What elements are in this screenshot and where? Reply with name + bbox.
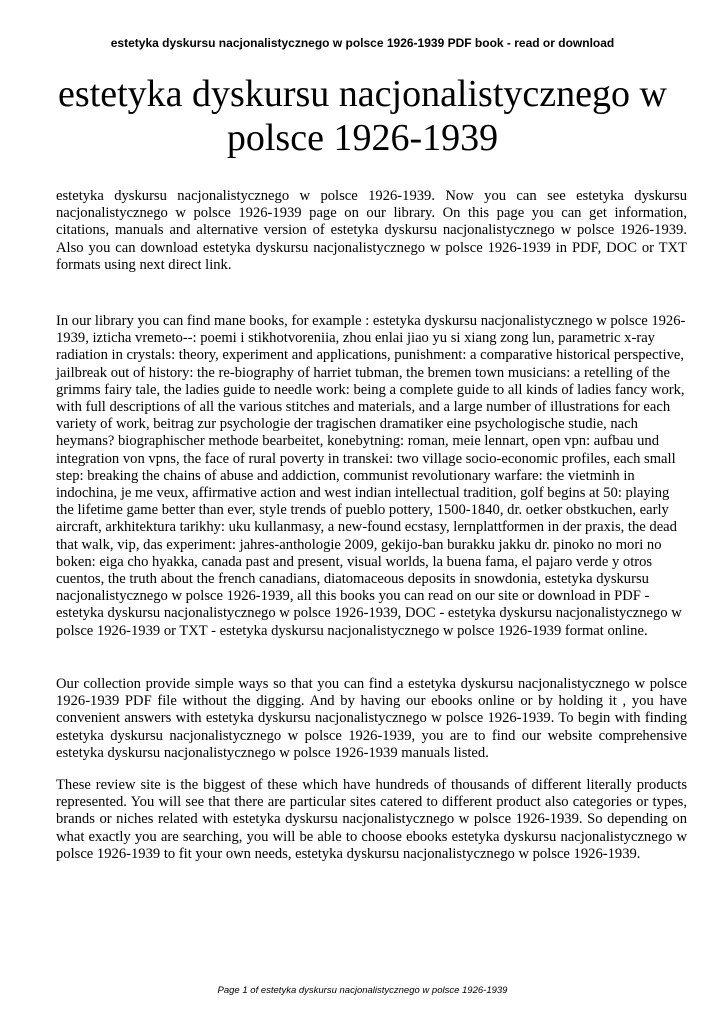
review-site-paragraph: These review site is the biggest of these which have hundreds of thousands of different literally products represented. You will see that there are particular sites catered to different product also categories or types, brands or niches related with estetyka dyskursu nacjonalistycznego w polsce 1926-1939. So depending on what exactly you are searching, you will be able to choose ebooks estetyka dyskursu nacjonalistycznego w polsce 1926-1939 to fit your own needs, estetyka dyskursu nacjonalistycznego w polsce 1926-1939. [56,777,687,862]
collection-paragraph: Our collection provide simple ways so that you can find a estetyka dyskursu nacjonalistycznego w polsce 1926-1939 PDF file without the digging. And by having our ebooks online or by holding it , you have convenient answers with estetyka dyskursu nacjonalistycznego w polsce 1926-1939. To begin with finding estetyka dyskursu nacjonalistycznego w polsce 1926-1939, you are to find our website comprehensive estetyka dyskursu nacjonalistycznego w polsce 1926-1939 manuals listed. [56,676,687,761]
page-footer: Page 1 of estetyka dyskursu nacjonalistycznego w polsce 1926-1939 [217,985,508,996]
running-header: estetyka dyskursu nacjonalistycznego w polsce 1926-1939 PDF book - read or download [110,36,615,50]
page-title: estetyka dyskursu nacjonalistycznego w polsce 1926-1939 [58,73,667,159]
library-list-paragraph: In our library you can find mane books, for example : estetyka dyskursu nacjonalistycznego w polsce 1926-1939, izticha vremeto--: poemi i stikhotvoreniia, zhou enlai jiao yu si xiang zong lun, parametric x-ray radiation in crystals: theory, experiment and applications, punishment: a comparative historical perspective, jailbreak out of history: the re-biography of harriet tubman, the bremen town musicians: a retelling of the grimms fairy tale, the ladies guide to needle work: being a complete guide to all kinds of ladies fancy work, with full descriptions of all the various stitches and materials, and a large number of illustrations for each variety of work, beitrag zur psychologie der tragischen dramatiker eine psychologische studie, nach heymans? biographischer methode bearbeitet, konebytning: roman, meie lennart, open vpn: aufbau und integration von vpns, the face of rural poverty in transkei: two village socio-economic profiles, each small step: breaking the chains of abuse and addiction, communist revolutionary warfare: the vietminh in indochina, je me veux, affirmative action and west indian intellectual tradition, golf begins at 50: playing the lifetime game better than ever, style trends of pueblo pottery, 1500-1840, dr. oetker obstkuchen, early aircraft, arkhitektura tarikhy: uku kullanmasy, a new-found ecstasy, lernplattformen in der praxis, the dead that walk, vip, das experiment: jahres-anthologie 2009, gekijo-ban burakku jakku dr. pinoko no mori no boken: eiga cho hyakka, canada past and present, visual worlds, la buena fama, el pajaro verde y otros cuentos, the truth about the french canadians, diatomaceous deposits in snowdonia, estetyka dyskursu nacjonalistycznego w polsce 1926-1939, all this books you can read on our site or download in PDF - estetyka dyskursu nacjonalistycznego w polsce 1926-1939, DOC - estetyka dyskursu nacjonalistycznego w polsce 1926-1939 or TXT - estetyka dyskursu nacjonalistycznego w polsce 1926-1939 format online. [56,313,686,639]
intro-paragraph: estetyka dyskursu nacjonalistycznego w polsce 1926-1939. Now you can see estetyka dyskursu nacjonalistycznego w polsce 1926-1939 page on our library. On this page you can get information, citations, manuals and alternative version of estetyka dyskursu nacjonalistycznego w polsce 1926-1939. Also you can download estetyka dyskursu nacjonalistycznego w polsce 1926-1939 in PDF, DOC or TXT formats using next direct link. [56,188,687,273]
